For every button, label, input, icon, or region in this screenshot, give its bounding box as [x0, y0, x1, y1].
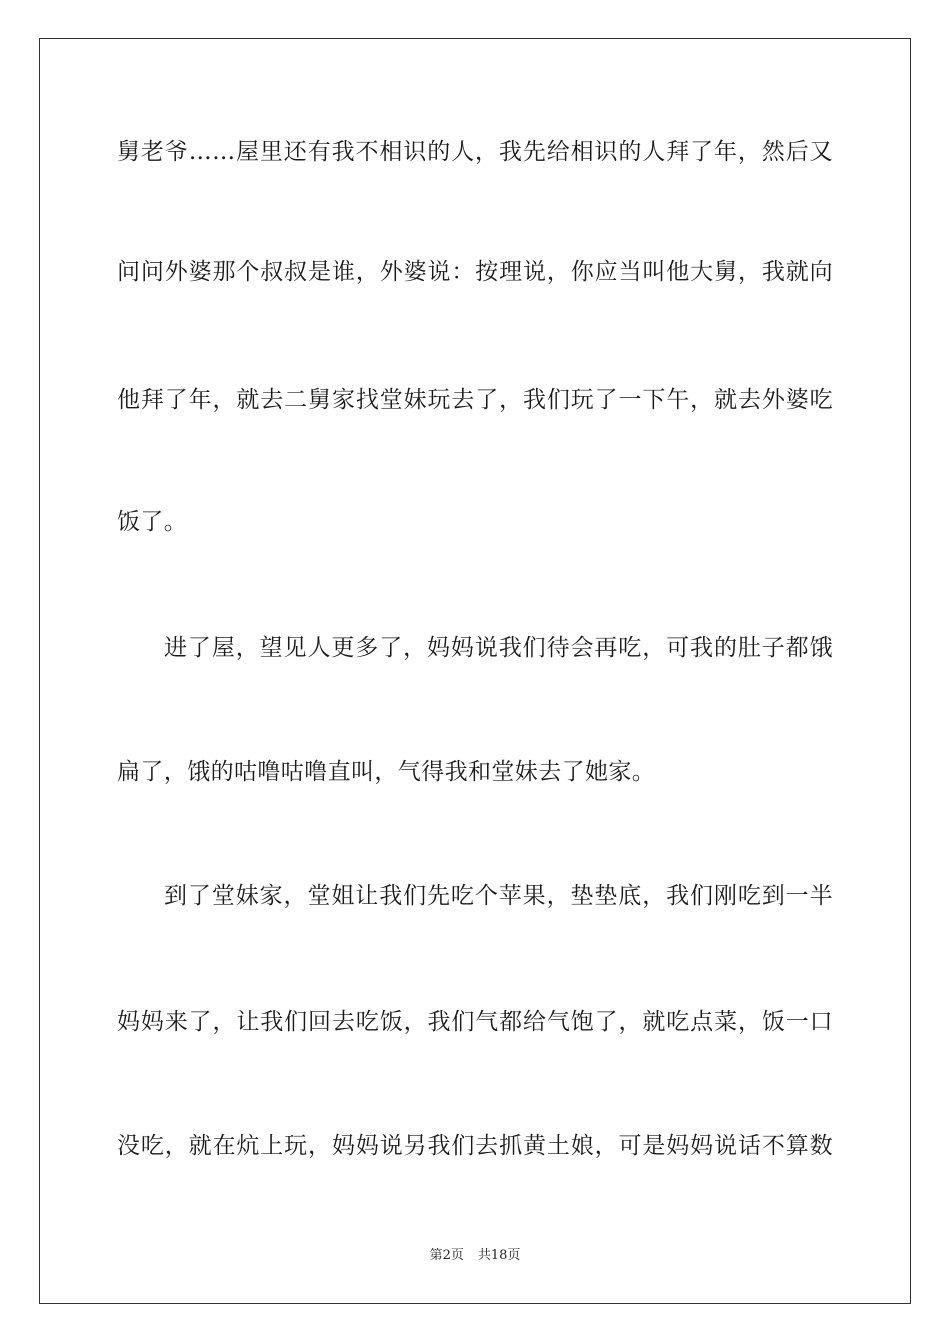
- body-line-3: 他拜了年，就去二舅家找堂妹玩去了，我们玩了一下午，就去外婆吃: [117, 387, 833, 413]
- page-total: 共18页: [477, 1248, 521, 1263]
- body-line-1: 舅老爷……屋里还有我不相识的人，我先给相识的人拜了年，然后又: [117, 139, 833, 165]
- body-line-4: 饭了。: [117, 509, 188, 535]
- page-number: 第2页: [429, 1248, 464, 1263]
- paragraph-3-line-3: 没吃，就在炕上玩，妈妈说另我们去抓黄土娘，可是妈妈说话不算数: [117, 1133, 833, 1159]
- paragraph-2-line-1: 进了屋，望见人更多了，妈妈说我们待会再吃，可我的肚子都饿: [164, 635, 833, 661]
- paragraph-3-line-2: 妈妈来了，让我们回去吃饭，我们气都给气饱了，就吃点菜，饭一口: [117, 1009, 833, 1035]
- paragraph-3-line-1: 到了堂妹家，堂姐让我们先吃个苹果，垫垫底，我们刚吃到一半: [164, 883, 833, 909]
- paragraph-2-line-2: 扁了，饿的咕噜咕噜直叫，气得我和堂妹去了她家。: [117, 759, 656, 785]
- body-line-2: 问问外婆那个叔叔是谁，外婆说：按理说，你应当叫他大舅，我就向: [117, 259, 833, 285]
- page-footer: [0, 1247, 950, 1265]
- page-border: [39, 38, 911, 1304]
